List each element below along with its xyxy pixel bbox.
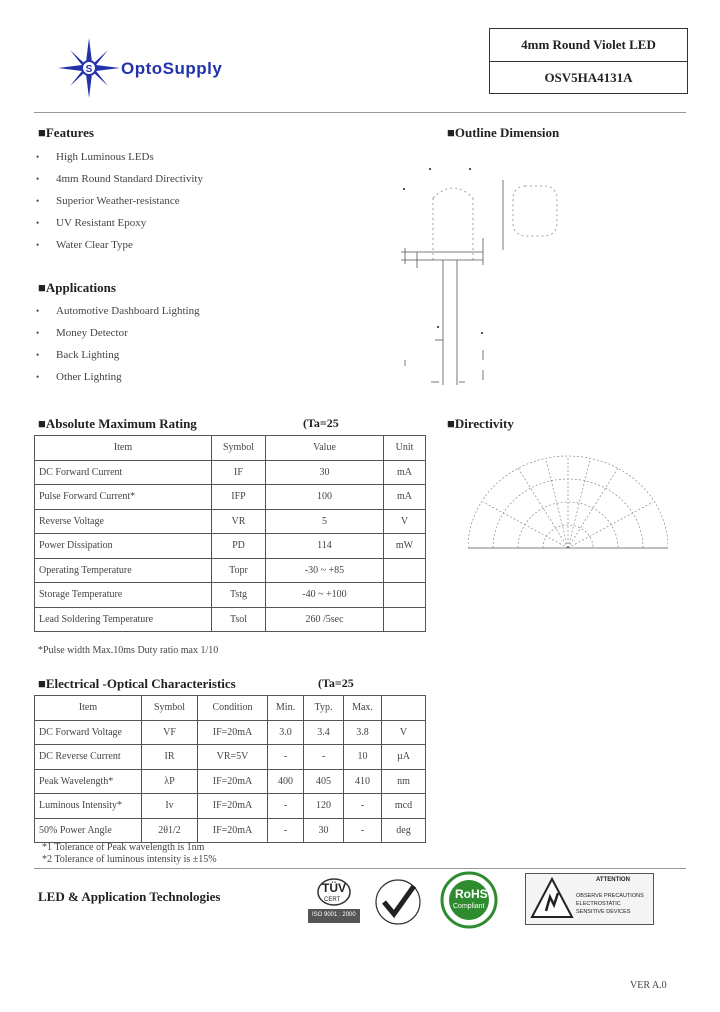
- table-cell: VF: [142, 720, 198, 745]
- column-header: Item: [35, 436, 212, 461]
- table-cell: IF=20mA: [198, 720, 268, 745]
- attention-line: ELECTROSTATIC: [576, 901, 621, 907]
- table-cell: -: [344, 818, 382, 843]
- table-cell: 30: [304, 818, 344, 843]
- electro-optical-condition: (Ta=25: [318, 676, 354, 690]
- list-item: • Other Lighting: [36, 366, 336, 388]
- tuv-label: TÜV: [322, 881, 346, 895]
- applications-heading: ■Applications: [38, 280, 116, 295]
- table-cell: Power Dissipation: [35, 534, 212, 559]
- table-header-row: [35, 696, 426, 721]
- list-item: • 4mm Round Standard Directivity: [36, 168, 336, 190]
- table-row: [35, 720, 426, 745]
- esd-warning-icon: [530, 877, 574, 921]
- directivity-heading: ■Directivity: [447, 416, 514, 431]
- table-cell: 3.8: [344, 720, 382, 745]
- table-cell: DC Forward Voltage: [35, 720, 142, 745]
- table-cell: 405: [304, 769, 344, 794]
- table-cell: V: [384, 509, 426, 534]
- table-cell: Reverse Voltage: [35, 509, 212, 534]
- table-row: [35, 534, 426, 559]
- table-cell: deg: [382, 818, 426, 843]
- abs-max-table: [34, 435, 426, 632]
- table-cell: DC Reverse Current: [35, 745, 142, 770]
- abs-max-heading: ■Absolute Maximum Rating: [38, 416, 197, 431]
- brand-logo: [58, 38, 268, 98]
- table-cell: Tsol: [212, 607, 266, 632]
- table-row: [35, 818, 426, 843]
- column-header: Typ.: [304, 696, 344, 721]
- table-cell: 120: [304, 794, 344, 819]
- table-cell: Storage Temperature: [35, 583, 212, 608]
- list-item: • UV Resistant Epoxy: [36, 212, 336, 234]
- table-row: [35, 607, 426, 632]
- table-cell: nm: [382, 769, 426, 794]
- column-header: Symbol: [142, 696, 198, 721]
- attention-line: OBSERVE PRECAUTIONS: [576, 893, 644, 899]
- table-cell: mA: [384, 485, 426, 510]
- table-cell: IFP: [212, 485, 266, 510]
- table-cell: 2θ1/2: [142, 818, 198, 843]
- esd-attention-box: [525, 873, 654, 925]
- table-row: [35, 745, 426, 770]
- table-cell: 3.4: [304, 720, 344, 745]
- features-list: [36, 146, 336, 256]
- table-cell: µA: [382, 745, 426, 770]
- table-row: [35, 769, 426, 794]
- table-cell: Tstg: [212, 583, 266, 608]
- table-row: [35, 460, 426, 485]
- checkmark-badge: [370, 876, 426, 926]
- attention-line: SENSITIVE DEVICES: [576, 909, 631, 915]
- table-cell: Iv: [142, 794, 198, 819]
- table-cell: 5: [266, 509, 384, 534]
- table-cell: IF=20mA: [198, 794, 268, 819]
- table-cell: mW: [384, 534, 426, 559]
- list-item: • Money Detector: [36, 322, 336, 344]
- table-row: [35, 583, 426, 608]
- table-cell: 260 /5sec: [266, 607, 384, 632]
- list-item: • High Luminous LEDs: [36, 146, 336, 168]
- table-row: [35, 558, 426, 583]
- attention-title: ATTENTION: [596, 877, 630, 883]
- header-divider: [34, 112, 686, 113]
- column-header: Value: [266, 436, 384, 461]
- list-item: • Automotive Dashboard Lighting: [36, 300, 336, 322]
- table-cell: -: [268, 794, 304, 819]
- table-cell: 3.0: [268, 720, 304, 745]
- table-cell: Pulse Forward Current*: [35, 485, 212, 510]
- table-cell: Lead Soldering Temperature: [35, 607, 212, 632]
- outline-heading: ■Outline Dimension: [447, 125, 560, 140]
- title-box: [489, 28, 688, 94]
- table-cell: -: [268, 745, 304, 770]
- table-cell: Peak Wavelength*: [35, 769, 142, 794]
- table-cell: -30 ~ +85: [266, 558, 384, 583]
- product-title: 4mm Round Violet LED: [490, 29, 687, 62]
- table-cell: VR=5V: [198, 745, 268, 770]
- table-cell: 114: [266, 534, 384, 559]
- table-cell: IR: [142, 745, 198, 770]
- tuv-sub: CERT: [324, 897, 341, 903]
- table-cell: PD: [212, 534, 266, 559]
- table-cell: IF: [212, 460, 266, 485]
- table-cell: -: [304, 745, 344, 770]
- table-row: [35, 794, 426, 819]
- directivity-chart: [468, 452, 668, 552]
- table-cell: Luminous Intensity*: [35, 794, 142, 819]
- table-cell: V: [382, 720, 426, 745]
- table-cell: λP: [142, 769, 198, 794]
- tuv-cert-badge: [305, 876, 363, 926]
- table-row: [35, 485, 426, 510]
- table-cell: 100: [266, 485, 384, 510]
- list-item: • Water Clear Type: [36, 234, 336, 256]
- column-header: Max.: [344, 696, 382, 721]
- table-cell: 410: [344, 769, 382, 794]
- column-header: Condition: [198, 696, 268, 721]
- table-cell: -: [268, 818, 304, 843]
- outline-drawing: [395, 160, 575, 390]
- table-cell: -40 ~ +100: [266, 583, 384, 608]
- table-cell: -: [344, 794, 382, 819]
- star-logo-icon: [58, 38, 120, 98]
- column-header: Unit: [384, 436, 426, 461]
- table-cell: [384, 558, 426, 583]
- svg-text:S: S: [85, 64, 93, 75]
- list-item: • Superior Weather-resistance: [36, 190, 336, 212]
- table-cell: 10: [344, 745, 382, 770]
- electro-optical-table: [34, 695, 426, 843]
- table-cell: VR: [212, 509, 266, 534]
- applications-list: [36, 300, 336, 388]
- table-cell: DC Forward Current: [35, 460, 212, 485]
- column-header: Symbol: [212, 436, 266, 461]
- abs-max-condition: (Ta=25: [303, 416, 339, 430]
- footer-divider: [34, 868, 686, 869]
- tuv-iso: ISO 9001 : 2000: [312, 912, 356, 918]
- features-heading: ■Features: [38, 125, 94, 140]
- company-name: LED & Application Technologies: [38, 889, 221, 904]
- check-mark-icon: [370, 876, 426, 926]
- part-number: OSV5HA4131A: [544, 69, 633, 85]
- rohs-label: RoHS: [455, 887, 488, 901]
- rohs-badge: [437, 871, 501, 929]
- tolerance-note-2: *2 Tolerance of luminous intensity is ±15%: [42, 854, 217, 865]
- table-cell: Operating Temperature: [35, 558, 212, 583]
- tolerance-note-1: *1 Tolerance of Peak wavelength is 1nm: [42, 842, 205, 853]
- rohs-sub: Compliant: [453, 903, 485, 910]
- table-row: [35, 509, 426, 534]
- column-header: Min.: [268, 696, 304, 721]
- table-cell: 30: [266, 460, 384, 485]
- version-label: VER A.0: [630, 980, 667, 991]
- electro-optical-heading: ■Electrical -Optical Characteristics: [38, 676, 236, 691]
- table-cell: 400: [268, 769, 304, 794]
- table-cell: mA: [384, 460, 426, 485]
- column-header: Item: [35, 696, 142, 721]
- brand-name: OptoSupply: [121, 59, 223, 78]
- table-cell: IF=20mA: [198, 769, 268, 794]
- table-header-row: [35, 436, 426, 461]
- column-header: [382, 696, 426, 721]
- table-cell: 50% Power Angle: [35, 818, 142, 843]
- table-cell: [384, 607, 426, 632]
- table-cell: [384, 583, 426, 608]
- abs-max-note: *Pulse width Max.10ms Duty ratio max 1/10: [38, 645, 219, 656]
- table-cell: mcd: [382, 794, 426, 819]
- list-item: • Back Lighting: [36, 344, 336, 366]
- table-cell: IF=20mA: [198, 818, 268, 843]
- table-cell: Topr: [212, 558, 266, 583]
